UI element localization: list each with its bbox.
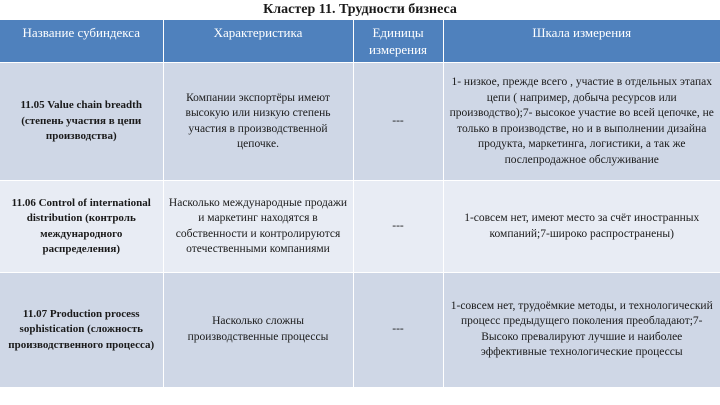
table-header-row: [0, 20, 720, 63]
table-row: [0, 273, 720, 387]
subindex-cell: 11.05 Value chain breadth (степень участия в цепи производства): [0, 63, 163, 181]
column-header-scale: Шкала измерения: [443, 20, 720, 63]
subindex-table: [0, 20, 720, 387]
subindex-cell: 11.06 Control of international distribution (контроль международного распределения): [0, 181, 163, 273]
scale-cell: 1-совсем нет, трудоёмкие методы, и технологический процесс предыдущего поколения преобладают;7- Высоко превалируют лучшие и наиболее эффективные технологические процессы: [443, 273, 720, 387]
characteristic-cell: Насколько сложны производственные процессы: [163, 273, 353, 387]
table-row: [0, 181, 720, 273]
characteristic-cell: Компании экспортёры имеют высокую или низкую степень участия в производственной цепочке.: [163, 63, 353, 181]
page-title: Кластер 11. Трудности бизнеса: [263, 2, 457, 17]
scale-cell: 1-совсем нет, имеют место за счёт иностранных компаний;7-широко распространены): [443, 181, 720, 273]
characteristic-cell: Насколько международные продажи и маркетинг находятся в собственности и контролируются отечественными компаниями: [163, 181, 353, 273]
table-row: [0, 63, 720, 181]
units-cell: ---: [353, 273, 443, 387]
units-cell: ---: [353, 63, 443, 181]
column-header-subindex: Название субиндекса: [0, 20, 163, 63]
column-header-characteristic: Характеристика: [163, 20, 353, 63]
units-cell: ---: [353, 181, 443, 273]
column-header-units: Единицы измерения: [353, 20, 443, 63]
subindex-cell: 11.07 Production process sophistication (сложность производственного процесса): [0, 273, 163, 387]
scale-cell: 1- низкое, прежде всего , участие в отдельных этапах цепи ( например, добыча ресурсов или производство);7- высокое участие во всей цепочке, не только в производстве, но и в выполнении дизайна продукта, маркетинга, логистики, а так же послепродажное обслуживание: [443, 63, 720, 181]
